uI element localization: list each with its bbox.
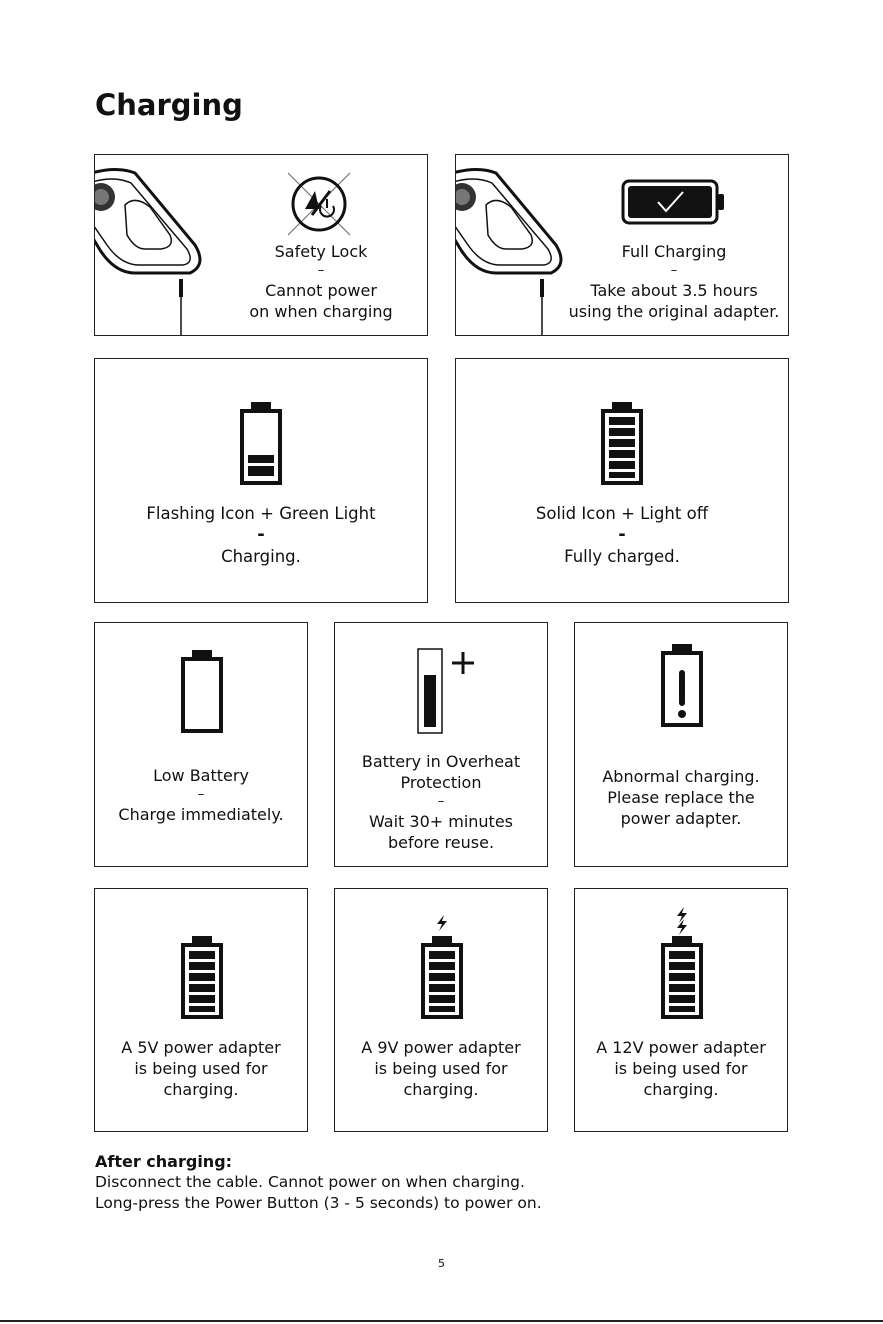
overheat-line1: Wait 30+ minutes xyxy=(368,812,514,831)
full-charging-line1: Take about 3.5 hours xyxy=(590,281,758,300)
flashing-line1: Charging. xyxy=(221,547,301,566)
adapter-12v-line1: A 12V power adapter xyxy=(596,1038,766,1057)
safety-lock-title: Safety Lock xyxy=(274,242,368,261)
full-charging-title: Full Charging xyxy=(621,242,727,261)
flashing-caption xyxy=(95,503,427,567)
solid-caption xyxy=(456,503,788,567)
adapter-12v-line3: charging. xyxy=(643,1080,719,1099)
lightning-bolt-icon xyxy=(434,914,450,932)
abnormal-line2: Please replace the xyxy=(607,788,755,807)
panel-low-battery xyxy=(94,622,308,867)
battery-full-icon xyxy=(179,934,225,1020)
overheat-title2: Protection xyxy=(400,773,482,792)
overheat-dash: – xyxy=(437,794,445,809)
low-battery-caption xyxy=(95,765,307,825)
flashing-dash: - xyxy=(257,524,265,545)
battery-full-icon xyxy=(659,934,705,1020)
safety-lock-crossed-icon xyxy=(284,169,354,239)
panel-abnormal-charging xyxy=(574,622,788,867)
adapter-9v-line2: is being used for xyxy=(374,1059,508,1078)
abnormal-line1: Abnormal charging. xyxy=(602,767,760,786)
safety-lock-dash: – xyxy=(317,263,325,278)
battery-empty-icon xyxy=(179,648,225,734)
page-bottom-rule xyxy=(0,1320,883,1322)
safety-lock-line2: on when charging xyxy=(249,302,393,321)
full-charging-caption xyxy=(560,241,788,322)
page-number: 5 xyxy=(438,1257,445,1270)
adapter-5v-line2: is being used for xyxy=(134,1059,268,1078)
battery-two-bars-icon xyxy=(238,400,284,486)
low-battery-title: Low Battery xyxy=(153,766,249,785)
safety-lock-caption xyxy=(215,241,427,322)
abnormal-line3: power adapter. xyxy=(620,809,742,828)
battery-full-icon xyxy=(599,400,645,486)
adapter-12v-line2: is being used for xyxy=(614,1059,748,1078)
abnormal-caption xyxy=(575,766,787,829)
panel-overheat xyxy=(334,622,548,867)
device-outline-icon xyxy=(95,155,225,336)
panel-adapter-5v xyxy=(94,888,308,1132)
panel-adapter-12v xyxy=(574,888,788,1132)
panel-adapter-9v xyxy=(334,888,548,1132)
adapter-5v-caption xyxy=(95,1037,307,1100)
full-charging-dash: – xyxy=(670,263,678,278)
battery-check-icon xyxy=(621,179,727,225)
solid-line1: Fully charged. xyxy=(564,547,680,566)
panel-safety-lock xyxy=(94,154,428,336)
panel-flashing-charging xyxy=(94,358,428,603)
adapter-5v-line1: A 5V power adapter xyxy=(121,1038,281,1057)
adapter-9v-line3: charging. xyxy=(403,1080,479,1099)
page-title: Charging xyxy=(95,88,243,122)
low-battery-dash: – xyxy=(197,787,205,802)
solid-dash: - xyxy=(618,524,626,545)
after-charging-line1: Disconnect the cable. Cannot power on when charging. xyxy=(95,1173,525,1191)
overheat-title: Battery in Overheat xyxy=(361,752,521,771)
overheat-caption xyxy=(335,751,547,853)
adapter-5v-line3: charging. xyxy=(163,1080,239,1099)
full-charging-line2: using the original adapter. xyxy=(568,302,780,321)
battery-overheat-icon xyxy=(415,645,481,735)
panel-solid-icon xyxy=(455,358,789,603)
after-charging-line2: Long-press the Power Button (3 - 5 seconds) to power on. xyxy=(95,1194,542,1212)
battery-full-icon xyxy=(419,934,465,1020)
low-battery-line1: Charge immediately. xyxy=(118,805,284,824)
flashing-title: Flashing Icon + Green Light xyxy=(146,504,376,523)
adapter-12v-caption xyxy=(575,1037,787,1100)
after-charging-section xyxy=(95,1151,542,1214)
overheat-line2: before reuse. xyxy=(387,833,495,852)
safety-lock-line1: Cannot power xyxy=(265,281,377,300)
solid-title: Solid Icon + Light off xyxy=(535,504,709,523)
battery-exclamation-icon xyxy=(659,642,705,728)
panel-full-charging xyxy=(455,154,789,336)
adapter-9v-line1: A 9V power adapter xyxy=(361,1038,521,1057)
after-charging-heading: After charging: xyxy=(95,1152,233,1171)
adapter-9v-caption xyxy=(335,1037,547,1100)
